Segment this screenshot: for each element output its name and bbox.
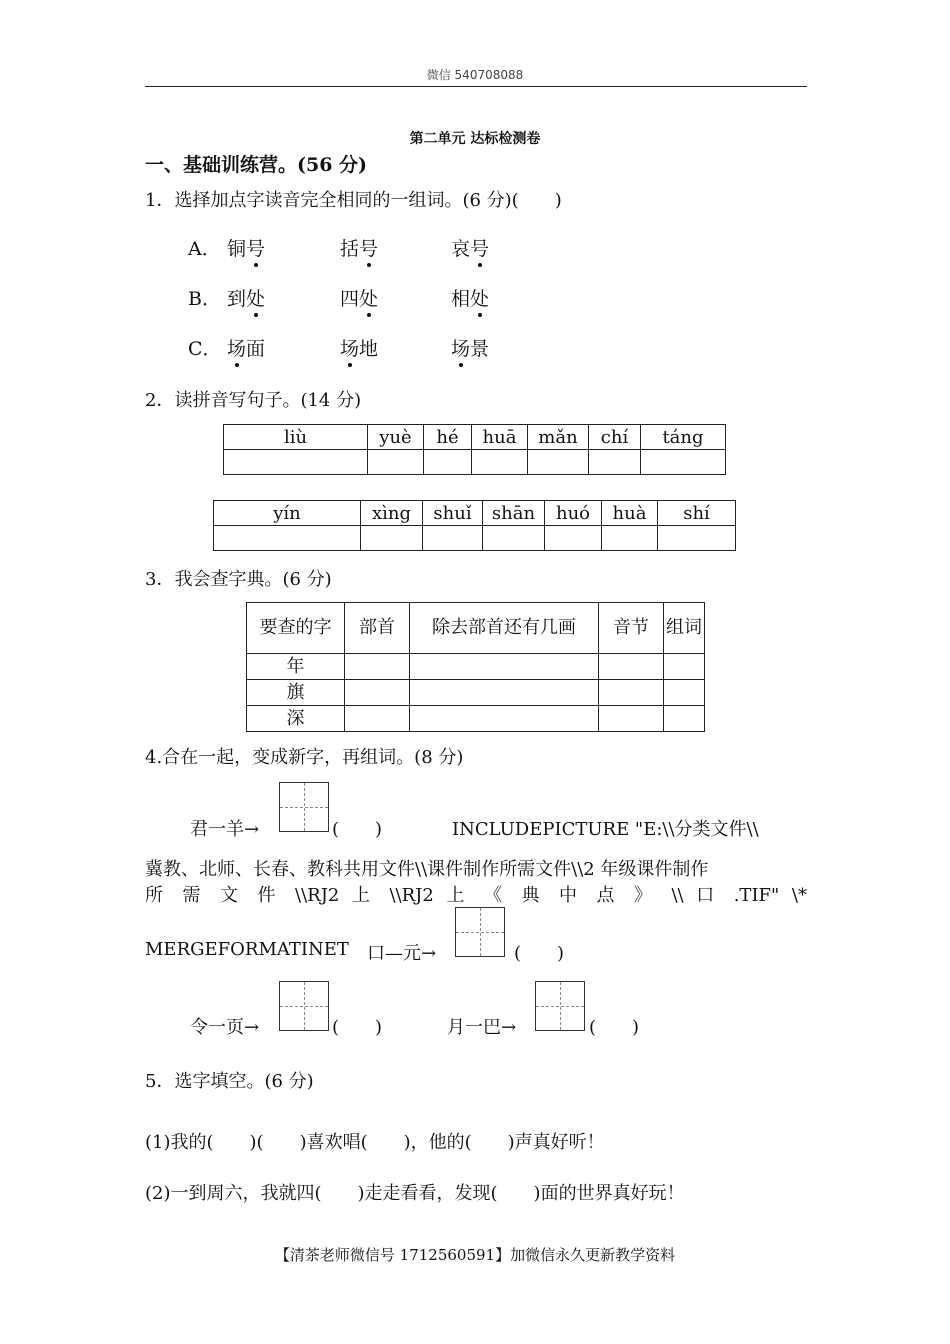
word-char: 场 xyxy=(340,334,359,361)
answer-paren[interactable]: ( ) xyxy=(332,1017,383,1038)
q4-item-4: 月一巴→ xyxy=(447,1017,517,1038)
q2-prompt: 2．读拼音写句子。(14 分) xyxy=(145,390,362,411)
answer-paren[interactable]: ( ) xyxy=(332,819,383,840)
header-cell: 音节 xyxy=(599,603,664,654)
tianzige-box[interactable] xyxy=(279,782,329,832)
pinyin-table-1 xyxy=(223,424,726,475)
tianzige-box[interactable] xyxy=(455,907,505,957)
option-word xyxy=(340,284,378,311)
dictionary-table xyxy=(246,602,705,732)
page-footer: 【清茶老师微信号 1712560591】加微信永久更新教学资料 xyxy=(274,1246,676,1264)
pinyin-cell: xìng xyxy=(361,501,423,526)
table-row xyxy=(247,680,705,706)
dotted-char: 地 xyxy=(359,338,379,360)
pinyin-row xyxy=(224,425,726,450)
word-char: 场 xyxy=(227,334,246,361)
option-word xyxy=(340,334,378,361)
word-char: 四 xyxy=(340,288,360,310)
char-cell: 深 xyxy=(247,706,345,732)
pinyin-cell: huà xyxy=(602,501,658,526)
pinyin-cell: yuè xyxy=(368,425,424,450)
pinyin-cell: yín xyxy=(214,501,361,526)
page-title: 第二单元 达标检测卷 xyxy=(409,131,541,147)
dictionary-header-row xyxy=(247,603,705,654)
dotted-char: 号 xyxy=(246,234,265,261)
option-word xyxy=(451,234,489,261)
dotted-char: 景 xyxy=(470,338,490,360)
pinyin-cell: chí xyxy=(589,425,641,450)
pinyin-cell: liù xyxy=(224,425,368,450)
q3-prompt: 3．我会查字典。(6 分) xyxy=(145,569,332,590)
word-char: 场 xyxy=(451,334,470,361)
page-header: 微信 540708088 xyxy=(426,68,524,82)
answer-paren[interactable]: ( ) xyxy=(589,1017,640,1038)
header-cell: 部首 xyxy=(345,603,410,654)
header-cell: 要查的字 xyxy=(247,603,345,654)
pinyin-cell: shuǐ xyxy=(423,501,483,526)
option-word xyxy=(227,334,265,361)
q5-sentence-1[interactable]: (1)我的( )( )喜欢唱( )，他的( )声真好听！ xyxy=(145,1132,605,1153)
pinyin-table-2 xyxy=(213,500,736,551)
dotted-char: 号 xyxy=(359,234,378,261)
q4-item-3: 令一页→ xyxy=(190,1017,260,1038)
word-char: 铜 xyxy=(227,238,247,260)
field-code-text: MERGEFORMATINET xyxy=(145,939,349,960)
dotted-char: 处 xyxy=(359,284,378,311)
pinyin-cell: shí xyxy=(658,501,736,526)
option-word xyxy=(451,334,489,361)
tianzige-box[interactable] xyxy=(279,981,329,1031)
char-cell: 旗 xyxy=(247,680,345,706)
pinyin-cell: huā xyxy=(472,425,528,450)
dotted-char: 处 xyxy=(246,284,265,311)
word-char: 哀 xyxy=(451,238,471,260)
table-row xyxy=(247,654,705,680)
q4-prompt: 4.合在一起，变成新字，再组词。(8 分) xyxy=(145,747,464,768)
pinyin-cell: mǎn xyxy=(528,425,589,450)
char-cell: 年 xyxy=(247,654,345,680)
word-char: 括 xyxy=(340,238,360,260)
section-heading: 一、基础训练营。(56 分) xyxy=(145,154,368,176)
header-rule xyxy=(145,86,807,87)
table-row xyxy=(247,706,705,732)
option-word xyxy=(340,234,378,261)
pinyin-cell: hé xyxy=(424,425,472,450)
pinyin-row xyxy=(214,501,736,526)
q4-item-1: 君一羊→ xyxy=(190,819,260,840)
option-label[interactable]: C． xyxy=(188,338,222,360)
tianzige-box[interactable] xyxy=(535,981,585,1031)
word-char: 到 xyxy=(227,288,247,310)
field-code-text: INCLUDEPICTURE "E:\\分类文件\\ xyxy=(452,819,759,840)
option-word xyxy=(227,234,265,261)
q5-prompt: 5．选字填空。(6 分) xyxy=(145,1071,314,1092)
q1-prompt: 1．选择加点字读音完全相同的一组词。(6 分)( ) xyxy=(145,190,562,211)
field-code-text: 冀教、北师、长春、教科共用文件\\课件制作所需文件\\2 年级课件制作 xyxy=(145,859,709,880)
q5-sentence-2[interactable]: (2)一到周六，我就四( )走走看看，发现( )面的世界真好玩！ xyxy=(145,1183,685,1204)
q4-item-2: 口—元→ xyxy=(367,943,437,964)
header-cell: 组词 xyxy=(664,603,705,654)
answer-row[interactable] xyxy=(214,526,736,551)
dotted-char: 面 xyxy=(246,338,266,360)
answer-paren[interactable]: ( ) xyxy=(514,943,565,964)
option-word xyxy=(227,284,265,311)
field-code-text: 所 需 文 件 \\RJ2 上 \\RJ2 上 《 典 中 点 》 \\ 口 .TIF" \* xyxy=(145,885,807,906)
answer-row[interactable] xyxy=(224,450,726,475)
option-word xyxy=(451,284,489,311)
pinyin-cell: huó xyxy=(545,501,602,526)
pinyin-cell: táng xyxy=(641,425,726,450)
option-label[interactable]: A． xyxy=(188,238,221,260)
dotted-char: 处 xyxy=(470,284,489,311)
option-label[interactable]: B． xyxy=(188,288,221,310)
word-char: 相 xyxy=(451,288,471,310)
pinyin-cell: shān xyxy=(483,501,545,526)
dotted-char: 号 xyxy=(470,234,489,261)
header-cell: 除去部首还有几画 xyxy=(410,603,599,654)
